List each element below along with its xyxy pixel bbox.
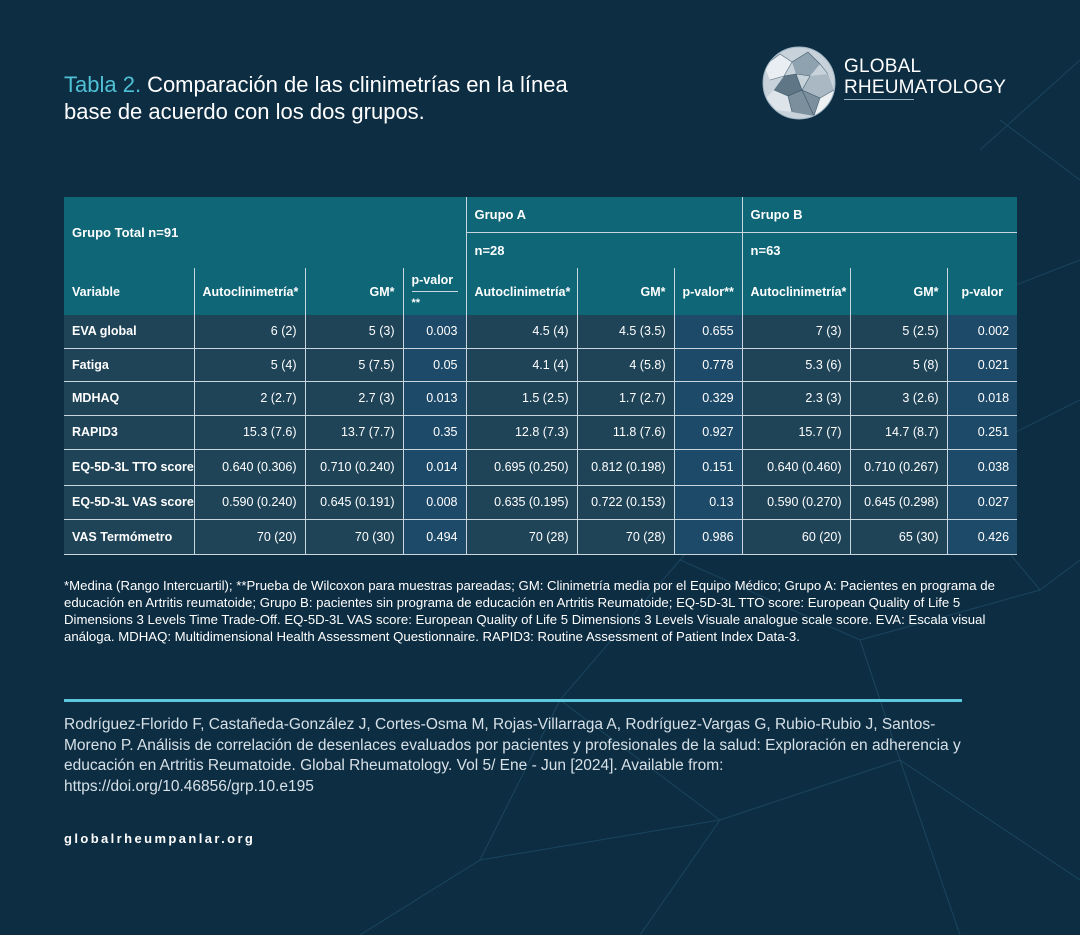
cell-gm-a: 4 (5.8) (577, 348, 674, 381)
pvalue-total-label: p-valor (412, 269, 458, 292)
globe-network-icon (762, 46, 836, 120)
cell-variable: EVA global (64, 315, 194, 348)
header-group-a: Grupo A (466, 197, 742, 232)
cell-gm-a: 4.5 (3.5) (577, 315, 674, 348)
divider-rule (64, 699, 962, 702)
col-header-autoclinimetria-b: Autoclinimetría* (742, 268, 850, 315)
col-header-pvalue-b: p-valor (947, 268, 1017, 315)
cell-autoclinimetria-b: 2.3 (3) (742, 381, 850, 415)
cell-gm-b: 65 (30) (850, 519, 947, 554)
cell-autoclinimetria-total: 2 (2.7) (194, 381, 305, 415)
cell-pvalue-total: 0.008 (403, 485, 466, 519)
cell-pvalue-b: 0.426 (947, 519, 1017, 554)
cell-pvalue-total: 0.05 (403, 348, 466, 381)
citation-text: Rodríguez-Florido F, Castañeda-González J, Cortes-Osma M, Rojas-Villarraga A, Rodríguez-Vargas G, Rubio-Rubio J, Santos-Moreno P. Análisis de correlación de desenlaces evaluados por pacientes y profesionales de la salud: Exploración en adherencia y educación en Artritis Reumatoide. Global Rheumatology. Vol 5/ Ene - Jun [2024]. Available from: https://doi.org/10.46856/grp.10.e195 (64, 716, 961, 795)
website-link[interactable]: globalrheumpanlar.org (64, 831, 256, 846)
cell-gm-a: 1.7 (2.7) (577, 381, 674, 415)
cell-gm-total: 0.645 (0.191) (305, 485, 403, 519)
clinimetrics-table (64, 197, 1017, 555)
cell-pvalue-a: 0.329 (674, 381, 742, 415)
cell-pvalue-a: 0.655 (674, 315, 742, 348)
cell-pvalue-a: 0.13 (674, 485, 742, 519)
cell-gm-b: 3 (2.6) (850, 381, 947, 415)
table-row (64, 449, 1017, 485)
cell-gm-total: 13.7 (7.7) (305, 415, 403, 449)
cell-autoclinimetria-b: 7 (3) (742, 315, 850, 348)
table-row (64, 348, 1017, 381)
cell-autoclinimetria-total: 70 (20) (194, 519, 305, 554)
cell-variable: EQ-5D-3L TTO score (64, 449, 194, 485)
header-group-b-n: n=63 (742, 232, 1017, 268)
cell-pvalue-total: 0.003 (403, 315, 466, 348)
col-header-autoclinimetria-a: Autoclinimetría* (466, 268, 577, 315)
cell-gm-a: 70 (28) (577, 519, 674, 554)
cell-variable: RAPID3 (64, 415, 194, 449)
cell-pvalue-b: 0.002 (947, 315, 1017, 348)
cell-autoclinimetria-b: 15.7 (7) (742, 415, 850, 449)
cell-gm-b: 0.645 (0.298) (850, 485, 947, 519)
cell-gm-b: 5 (8) (850, 348, 947, 381)
cell-autoclinimetria-b: 0.590 (0.270) (742, 485, 850, 519)
cell-autoclinimetria-a: 4.5 (4) (466, 315, 577, 348)
logo-underline (844, 99, 914, 100)
table-row (64, 315, 1017, 348)
cell-gm-b: 0.710 (0.267) (850, 449, 947, 485)
col-header-pvalue-total (403, 268, 466, 315)
col-header-gm-a: GM* (577, 268, 674, 315)
cell-pvalue-total: 0.014 (403, 449, 466, 485)
col-header-gm-total: GM* (305, 268, 403, 315)
cell-autoclinimetria-total: 5 (4) (194, 348, 305, 381)
cell-pvalue-a: 0.986 (674, 519, 742, 554)
col-header-variable: Variable (64, 268, 194, 315)
cell-autoclinimetria-b: 5.3 (6) (742, 348, 850, 381)
header-group-a-n: n=28 (466, 232, 742, 268)
cell-pvalue-b: 0.027 (947, 485, 1017, 519)
table-row (64, 519, 1017, 554)
header-group-total: Grupo Total n=91 (64, 197, 466, 268)
col-header-gm-b: GM* (850, 268, 947, 315)
table-body (64, 315, 1017, 554)
cell-variable: MDHAQ (64, 381, 194, 415)
cell-pvalue-total: 0.35 (403, 415, 466, 449)
cell-pvalue-a: 0.151 (674, 449, 742, 485)
cell-gm-a: 11.8 (7.6) (577, 415, 674, 449)
cell-autoclinimetria-a: 12.8 (7.3) (466, 415, 577, 449)
logo-wordmark (844, 56, 1006, 98)
table-row (64, 485, 1017, 519)
cell-variable: VAS Termómetro (64, 519, 194, 554)
cell-gm-a: 0.722 (0.153) (577, 485, 674, 519)
cell-gm-total: 70 (30) (305, 519, 403, 554)
cell-pvalue-a: 0.778 (674, 348, 742, 381)
cell-pvalue-b: 0.251 (947, 415, 1017, 449)
cell-autoclinimetria-a: 0.695 (0.250) (466, 449, 577, 485)
header-group-b: Grupo B (742, 197, 1017, 232)
cell-pvalue-total: 0.013 (403, 381, 466, 415)
title-line-2: base de acuerdo con los dos grupos. (64, 99, 425, 124)
table-number: Tabla 2. (64, 72, 142, 97)
col-header-autoclinimetria-total: Autoclinimetría* (194, 268, 305, 315)
cell-pvalue-a: 0.927 (674, 415, 742, 449)
cell-autoclinimetria-a: 70 (28) (466, 519, 577, 554)
cell-gm-total: 0.710 (0.240) (305, 449, 403, 485)
cell-pvalue-b: 0.038 (947, 449, 1017, 485)
table-row (64, 415, 1017, 449)
cell-autoclinimetria-total: 15.3 (7.6) (194, 415, 305, 449)
cell-gm-b: 14.7 (8.7) (850, 415, 947, 449)
cell-pvalue-b: 0.021 (947, 348, 1017, 381)
global-rheumatology-logo (762, 46, 1022, 120)
cell-variable: Fatiga (64, 348, 194, 381)
cell-autoclinimetria-b: 60 (20) (742, 519, 850, 554)
col-header-pvalue-a: p-valor** (674, 268, 742, 315)
cell-autoclinimetria-total: 0.590 (0.240) (194, 485, 305, 519)
cell-gm-a: 0.812 (0.198) (577, 449, 674, 485)
table-row (64, 381, 1017, 415)
title-line-1: Comparación de las clinimetrías en la línea (147, 72, 568, 97)
logo-line-2: RHEUMATOLOGY (844, 77, 1007, 98)
cell-gm-total: 5 (7.5) (305, 348, 403, 381)
cell-gm-total: 2.7 (3) (305, 381, 403, 415)
cell-gm-total: 5 (3) (305, 315, 403, 348)
cell-variable: EQ-5D-3L VAS score (64, 485, 194, 519)
cell-pvalue-b: 0.018 (947, 381, 1017, 415)
table-footnote: *Medina (Rango Intercuartil); **Prueba de Wilcoxon para muestras pareadas; GM: Clinimetría media por el Equipo Médico; Grupo A: Pacientes en programa de educación en Artritis reumatoide; Grupo B: pacientes sin programa de educación en Artritis Reumatoide; EQ-5D-3L TTO score: European Quality of Life 5 Dimensions 3 Levels Time Trade-Off. EQ-5D-3L VAS score: European Quality of Life 5 Dimensions 3 Levels Visuale analogue scale score. EVA: Escala visual análoga. MDHAQ: Multidimensional Health Assessment Questionnaire. RAPID3: Routine Assessment of Patient Index Data-3. (64, 578, 995, 644)
page-title (64, 71, 664, 125)
cell-autoclinimetria-a: 4.1 (4) (466, 348, 577, 381)
cell-pvalue-total: 0.494 (403, 519, 466, 554)
cell-autoclinimetria-total: 0.640 (0.306) (194, 449, 305, 485)
cell-autoclinimetria-total: 6 (2) (194, 315, 305, 348)
cell-autoclinimetria-a: 1.5 (2.5) (466, 381, 577, 415)
cell-autoclinimetria-b: 0.640 (0.460) (742, 449, 850, 485)
cell-gm-b: 5 (2.5) (850, 315, 947, 348)
cell-autoclinimetria-a: 0.635 (0.195) (466, 485, 577, 519)
logo-line-1: GLOBAL (844, 56, 922, 77)
pvalue-total-marker: ** (411, 296, 421, 309)
